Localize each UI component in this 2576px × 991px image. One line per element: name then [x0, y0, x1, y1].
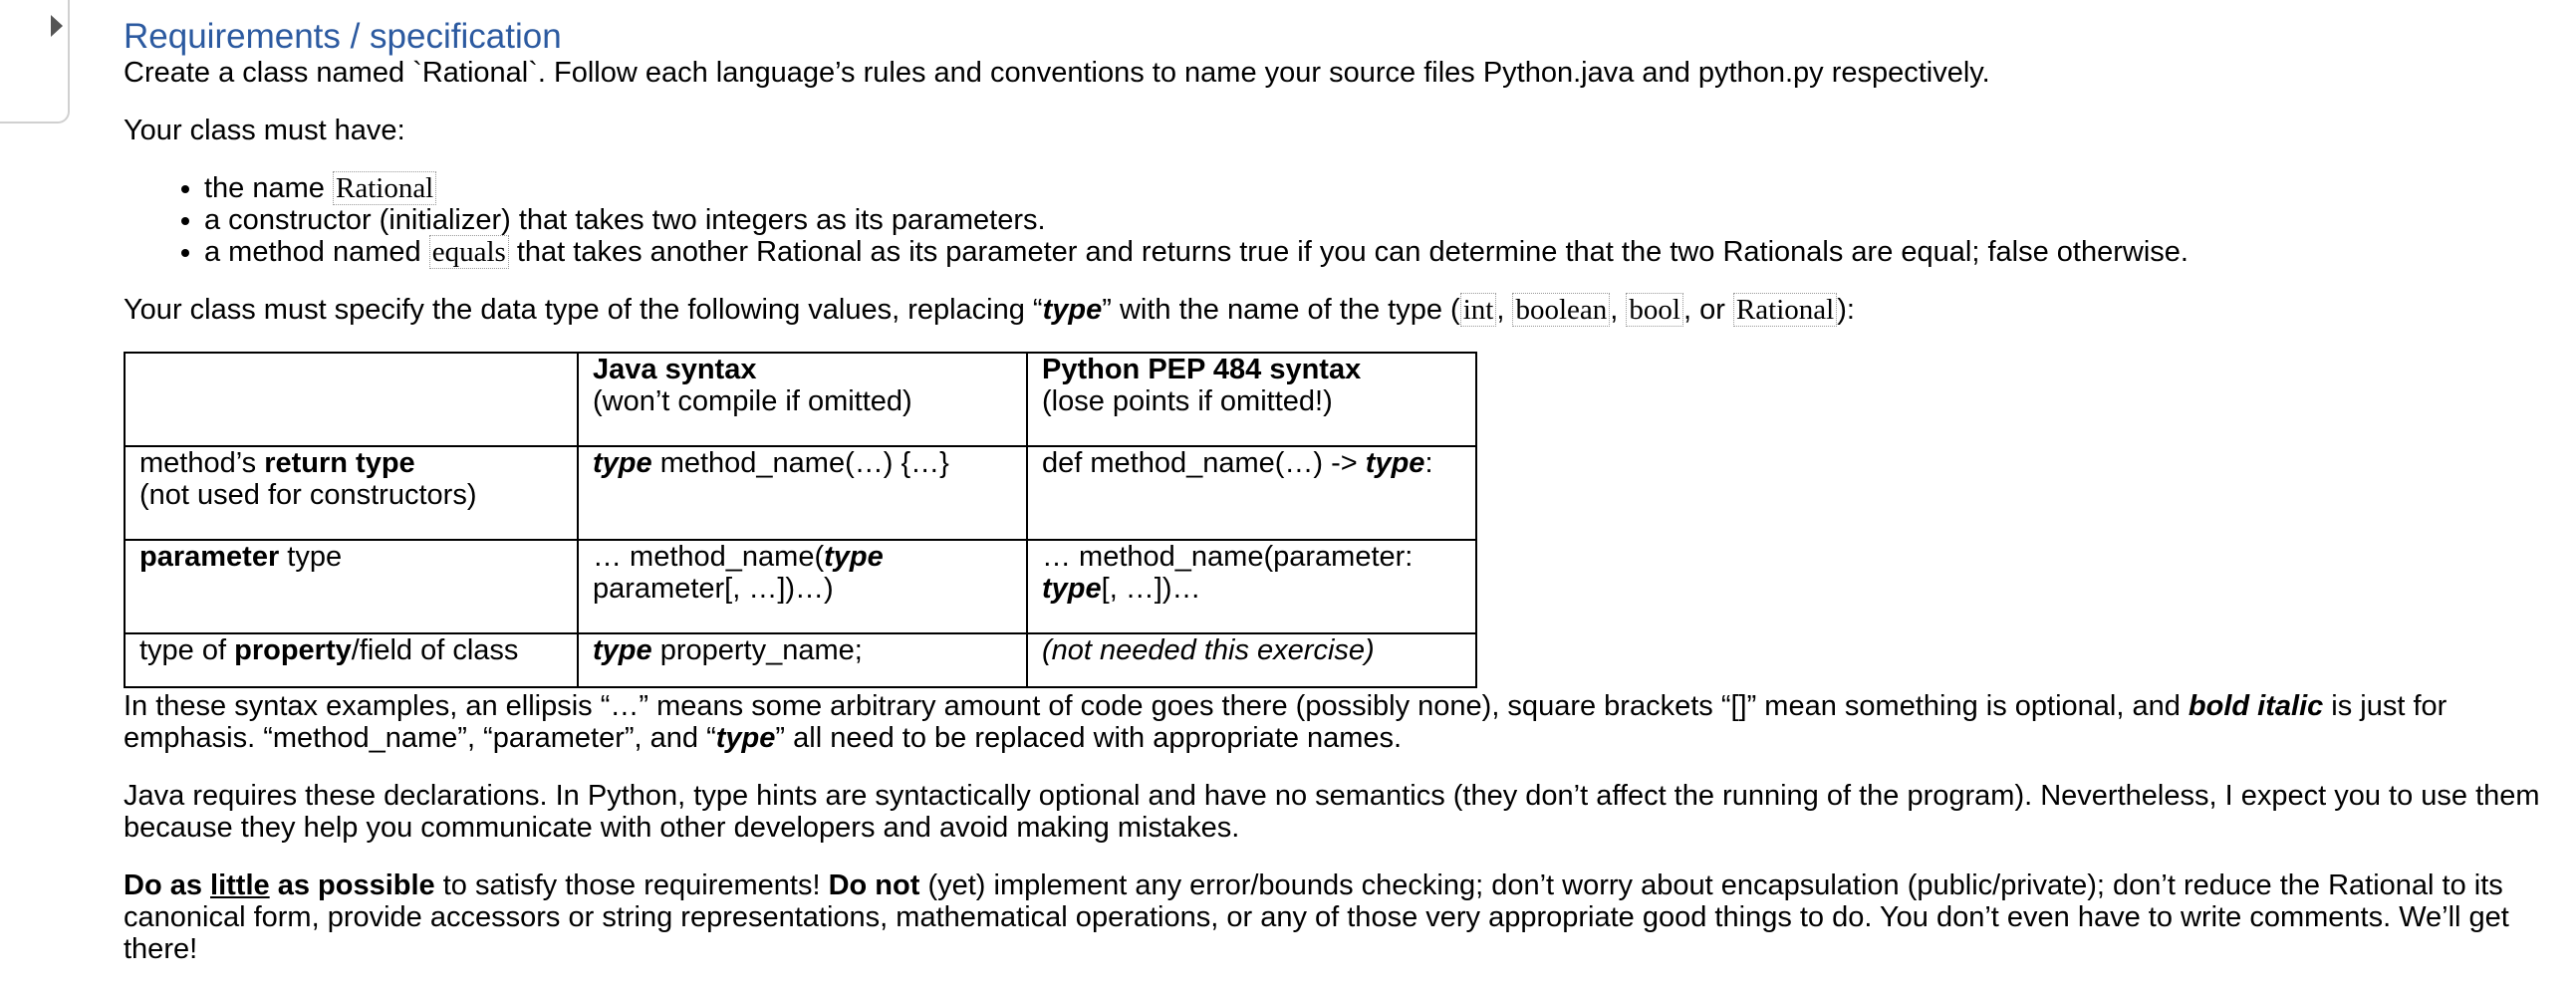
- table-row: [125, 540, 1476, 633]
- list-item: • a method named equals that takes another Rational as its parameter and returns true if you can determine that the two Rationals are equal; false otherwise.: [204, 236, 2554, 268]
- list-item: • the name Rational: [204, 172, 2554, 204]
- syntax-note-paragraph: In these syntax examples, an ellipsis “…” means some arbitrary amount of code goes there (possibly none), square brackets “[]” mean something is optional, and bold italic is just for emphasis. “method_name”, “parameter”, and “type” all need to be replaced with appropriate names.: [124, 690, 2447, 754]
- table-cell: (not needed this exercise): [1027, 633, 1476, 687]
- table-cell: method’s return type (not used for constructors): [125, 446, 578, 540]
- table-cell: type of property/field of class: [125, 633, 578, 687]
- code-rational: Rational: [333, 171, 436, 205]
- table-cell: Python PEP 484 syntax (lose points if omitted!): [1027, 353, 1476, 446]
- table-row: [125, 633, 1476, 687]
- table-cell: … method_name(type parameter[, …])…): [578, 540, 1027, 633]
- table-cell: Java syntax (won’t compile if omitted): [578, 353, 1027, 446]
- final-note-paragraph: Do as little as possible to satisfy those requirements! Do not (yet) implement any error/bounds checking; don’t worry about encapsulation (public/private); don’t reduce the Rational to its canonical form, provide accessors or string representations, mathematical operations, or any of those very appropriate good things to do. You don’t even have to write comments. We’ll get there!: [124, 869, 2509, 965]
- table-cell: … method_name(parameter: type[, …])…: [1027, 540, 1476, 633]
- page-title: Requirements / specification: [124, 17, 562, 56]
- intro-paragraph: Create a class named `Rational`. Follow each language’s rules and conventions to name your source files Python.java and python.py respectively.: [124, 57, 1990, 89]
- sidebar-toggle[interactable]: [0, 0, 70, 124]
- code-int: int: [1460, 293, 1497, 327]
- requirements-list: [124, 172, 2554, 268]
- table-cell: type method_name(…) {…}: [578, 446, 1027, 540]
- table-cell: def method_name(…) -> type:: [1027, 446, 1476, 540]
- table-cell: type property_name;: [578, 633, 1027, 687]
- main-content: [124, 17, 2554, 991]
- list-item: • a constructor (initializer) that takes two integers as its parameters.: [204, 204, 2554, 236]
- table-cell: [125, 353, 578, 446]
- table-header-row: [125, 353, 1476, 446]
- code-equals: equals: [429, 235, 509, 269]
- code-bool: bool: [1626, 293, 1683, 327]
- table-row: [125, 446, 1476, 540]
- requirements-lead: Your class must have:: [124, 115, 405, 146]
- triangle-right-icon: [51, 15, 63, 37]
- table-cell: parameter type: [125, 540, 578, 633]
- code-boolean: boolean: [1512, 293, 1610, 327]
- types-paragraph: Your class must specify the data type of the following values, replacing “type” with the name of the type ( int , boolean , bool , or Rational ):: [124, 294, 1855, 326]
- syntax-table: [124, 352, 1477, 688]
- code-rational-type: Rational: [1733, 293, 1837, 327]
- java-note-paragraph: Java requires these declarations. In Python, type hints are syntactically optional and have no semantics (they don’t affect the running of the program). Nevertheless, I expect you to use them because they help you communicate with other developers and avoid making mistakes.: [124, 780, 2540, 844]
